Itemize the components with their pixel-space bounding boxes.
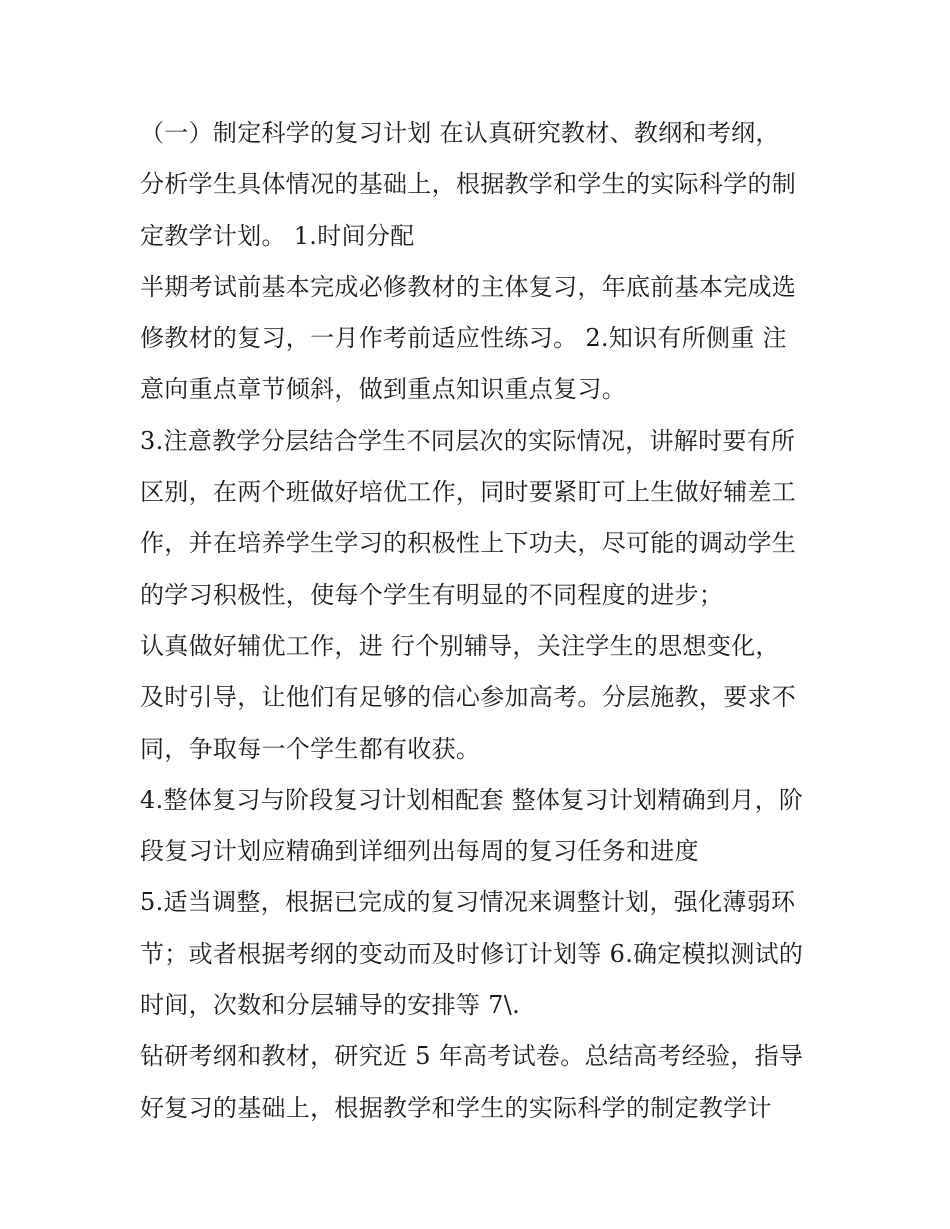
text-line: 节；或者根据考纲的变动而及时修订计划等 6.确定模拟测试的 — [140, 939, 804, 968]
text-line: 作，并在培养学生学习的积极性上下功夫，尽可能的调动学生 — [140, 529, 797, 558]
text-line: 4.整体复习与阶段复习计划相配套 整体复习计划精确到月，阶 — [140, 785, 804, 814]
text-line: （一）制定科学的复习计划 在认真研究教材、教纲和考纲， — [140, 119, 780, 147]
text-line: 钻研考纲和教材，研究近 5 年高考试卷。总结高考经验，指导 — [140, 1042, 804, 1071]
text-line: 认真做好辅优工作，进 行个别辅导，关注学生的思想变化， — [140, 631, 780, 660]
text-line: 时间，次数和分层辅导的安排等 7\. — [140, 991, 521, 1020]
text-line: 半期考试前基本完成必修教材的主体复习，年底前基本完成选 — [140, 272, 797, 301]
text-line: 意向重点章节倾斜，做到重点知识重点复习。 — [140, 375, 626, 404]
text-line: 段复习计划应精确到详细列出每周的复习任务和进度 — [140, 837, 699, 866]
text-line: 好复习的基础上，根据教学和学生的实际科学的制定教学计 — [140, 1093, 772, 1122]
text-line: 的学习积极性，使每个学生有明显的不同程度的进步； — [140, 580, 724, 609]
document-body — [140, 108, 820, 1134]
text-line: 修教材的复习，一月作考前适应性练习。 2.知识有所侧重 注 — [140, 324, 787, 353]
text-line: 5.适当调整，根据已完成的复习情况来调整计划，强化薄弱环 — [140, 888, 796, 917]
text-line: 3.注意教学分层结合学生不同层次的实际情况，讲解时要有所 — [140, 426, 796, 455]
text-line: 区别，在两个班做好培优工作，同时要紧盯可上生做好辅差工 — [140, 478, 797, 507]
text-line: 定教学计划。 1.时间分配 — [140, 221, 415, 250]
text-line: 及时引导，让他们有足够的信心参加高考。分层施教，要求不 — [140, 683, 797, 712]
text-line: 同，争取每一个学生都有收获。 — [140, 734, 481, 763]
text-line: 分析学生具体情况的基础上，根据教学和学生的实际科学的制 — [140, 170, 797, 199]
